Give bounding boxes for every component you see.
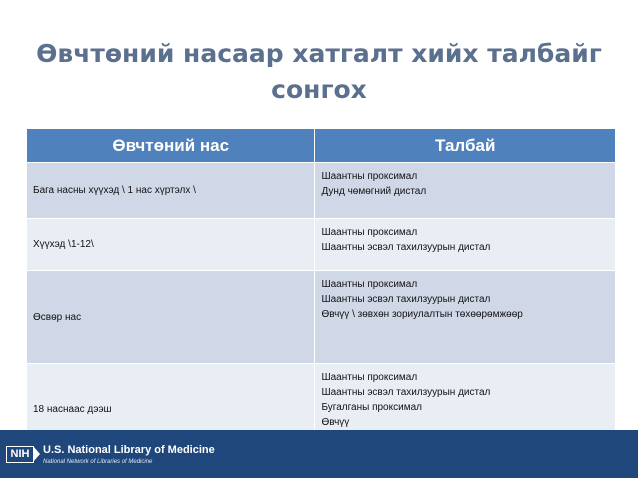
slide-title	[0, 36, 638, 108]
zone-cell	[315, 219, 616, 271]
age-cell: Бага насны хүүхэд \ 1 нас хүртэлх \	[27, 163, 315, 219]
zone-item: Бугалганы проксимал	[321, 402, 422, 413]
zone-item: Шаантны проксимал	[321, 171, 418, 182]
zone-cell	[315, 271, 616, 364]
zone-item: Шаантны проксимал	[321, 227, 418, 238]
table-row	[27, 219, 616, 271]
zone-cell	[315, 163, 616, 219]
zone-item: Шаантны эсвэл тахилзуурын дистал	[321, 294, 491, 305]
nih-logo-arrow-icon	[33, 446, 40, 462]
zone-item: Өвчүү \ зөвхөн зориулалтын төхөөрөмжөөр	[321, 309, 523, 320]
zone-item: Шаантны проксимал	[321, 372, 418, 383]
zone-item: Шаантны эсвэл тахилзуурын дистал	[321, 387, 491, 398]
table-row	[27, 163, 616, 219]
header-zone: Талбай	[315, 129, 616, 163]
slide-title-line-2: сонгох	[271, 75, 367, 104]
table-row	[27, 271, 616, 364]
footer-org-name: U.S. National Library of Medicine	[43, 444, 215, 456]
age-cell: 18 наснаас дээш	[27, 364, 315, 456]
zone-item: Дунд чөмөгний дистал	[321, 186, 427, 197]
table-header-row	[27, 129, 616, 163]
footer-org-subtitle: National Network of Libraries of Medicine	[43, 459, 153, 465]
nih-logo: NIH	[6, 446, 34, 463]
age-zone-table	[26, 128, 616, 456]
zone-item: Шаантны проксимал	[321, 279, 418, 290]
age-cell: Хүүхэд \1-12\	[27, 219, 315, 271]
zone-item: Шаантны эсвэл тахилзуурын дистал	[321, 242, 491, 253]
age-cell: Өсвөр нас	[27, 271, 315, 364]
slide-title-line-1: Өвчтөний насаар хатгалт хийх талбайг	[36, 39, 602, 68]
zone-item: Өвчүү	[321, 417, 350, 428]
header-age: Өвчтөний нас	[27, 129, 315, 163]
